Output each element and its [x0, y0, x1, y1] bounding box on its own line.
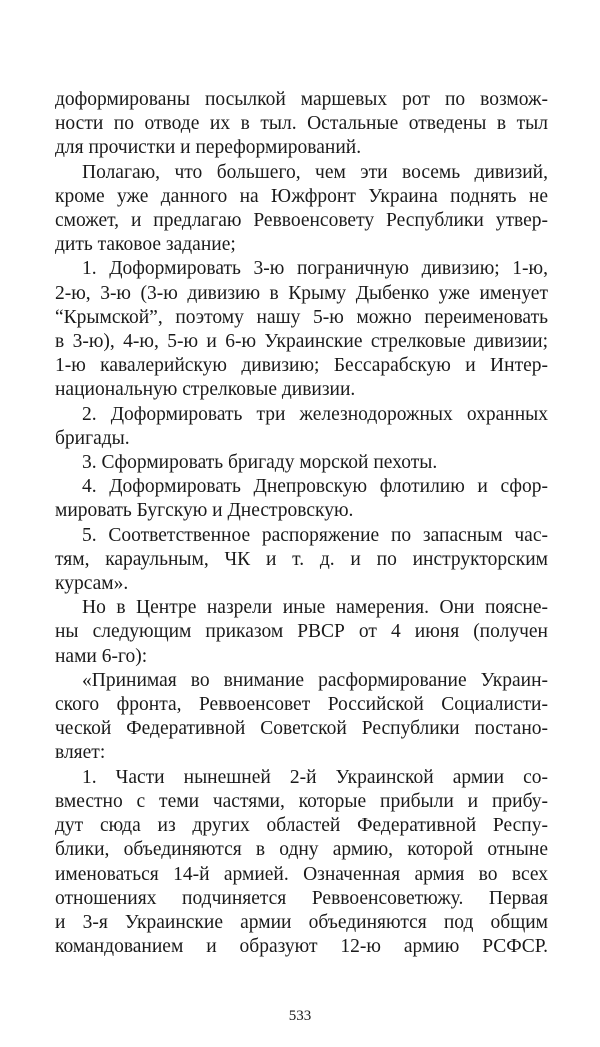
text-line: 5. Соответственное распоряжение по запасным час-: [82, 524, 548, 546]
text-line: мировать Бугскую и Днестровскую.: [55, 500, 354, 522]
paragraph: [55, 403, 548, 451]
text-line: блики, объединяются в одну армию, которой отныне: [55, 839, 548, 861]
text-line: 3. Сформировать бригаду морской пехоты.: [82, 452, 438, 474]
text-line: тям, караульным, ЧК и т. д. и по инструкторским: [55, 548, 548, 570]
text-line: нами 6-го):: [55, 645, 148, 667]
text-line: 2-ю, 3-ю (3-ю дивизию в Крыму Дыбенко уже именует: [55, 282, 548, 304]
paragraph: [55, 475, 548, 523]
text-line: командованием и образуют 12-ю армию РСФСР.: [55, 936, 548, 958]
text-line: именоваться 14-й армией. Означенная армия во всех: [55, 863, 548, 885]
paragraph: [55, 669, 548, 766]
page-body: [55, 88, 548, 959]
text-line: вместно с теми частями, которые прибыли и прибу-: [55, 790, 548, 812]
text-line: «Принимая во внимание расформирование Украин-: [82, 669, 548, 691]
text-line: в 3-ю), 4-ю, 5-ю и 6-ю Украинские стрелковые дивизии;: [55, 331, 548, 353]
text-line: 1. Части нынешней 2-й Украинской армии со-: [82, 766, 548, 788]
paragraph: [55, 766, 548, 960]
text-line: отношениях подчиняется Реввоенсоветюжу. Первая: [55, 887, 548, 909]
page-number: 533: [288, 1008, 312, 1024]
text-line: для прочистки и переформирований.: [55, 137, 362, 159]
text-line: 1-ю кавалерийскую дивизию; Бессарабскую и Интер-: [55, 355, 548, 377]
text-line: “Крымской”, поэтому нашу 5-ю можно переименовать: [55, 306, 548, 328]
text-line: ческой Федеративной Советской Республики постано-: [55, 718, 548, 740]
text-line: 4. Доформировать Днепровскую флотилию и сфор-: [82, 476, 548, 498]
text-line: курсам».: [55, 573, 129, 595]
text-line: дут сюда из других областей Федеративной Респу-: [55, 815, 548, 837]
text-line: национальную стрелковые дивизии.: [55, 379, 356, 401]
text-line: вляет:: [55, 742, 106, 764]
text-line: Полагаю, что большего, чем эти восемь дивизий,: [82, 161, 548, 183]
text-line: доформированы посылкой маршевых рот по возмож-: [55, 89, 548, 110]
text-line: ны следующим приказом РВСР от 4 июня (получен: [55, 621, 548, 643]
text-line: и 3-я Украинские армии объединяются под общим: [55, 911, 548, 933]
paragraph: [55, 88, 548, 161]
text-line: бригады.: [55, 427, 130, 449]
text-line: сможет, и предлагаю Реввоенсовету Республики утвер-: [55, 210, 548, 232]
paragraph: [55, 596, 548, 669]
text-line: дить таковое задание;: [55, 234, 236, 256]
text-line: Но в Центре назрели иные намерения. Они поясне-: [82, 597, 548, 619]
text-line: ского фронта, Реввоенсовет Российской Социалисти-: [55, 694, 548, 716]
paragraph: [55, 524, 548, 597]
text-line: ности по отводе их в тыл. Остальные отведены в тыл: [55, 113, 548, 135]
paragraph: [55, 161, 548, 258]
paragraph: [55, 257, 548, 402]
paragraph: [55, 451, 548, 475]
text-line: кроме уже данного на Южфронт Украина поднять не: [55, 185, 548, 207]
text-line: 2. Доформировать три железнодорожных охранных: [82, 403, 548, 425]
text-line: 1. Доформировать 3-ю пограничную дивизию; 1-ю,: [82, 258, 548, 280]
